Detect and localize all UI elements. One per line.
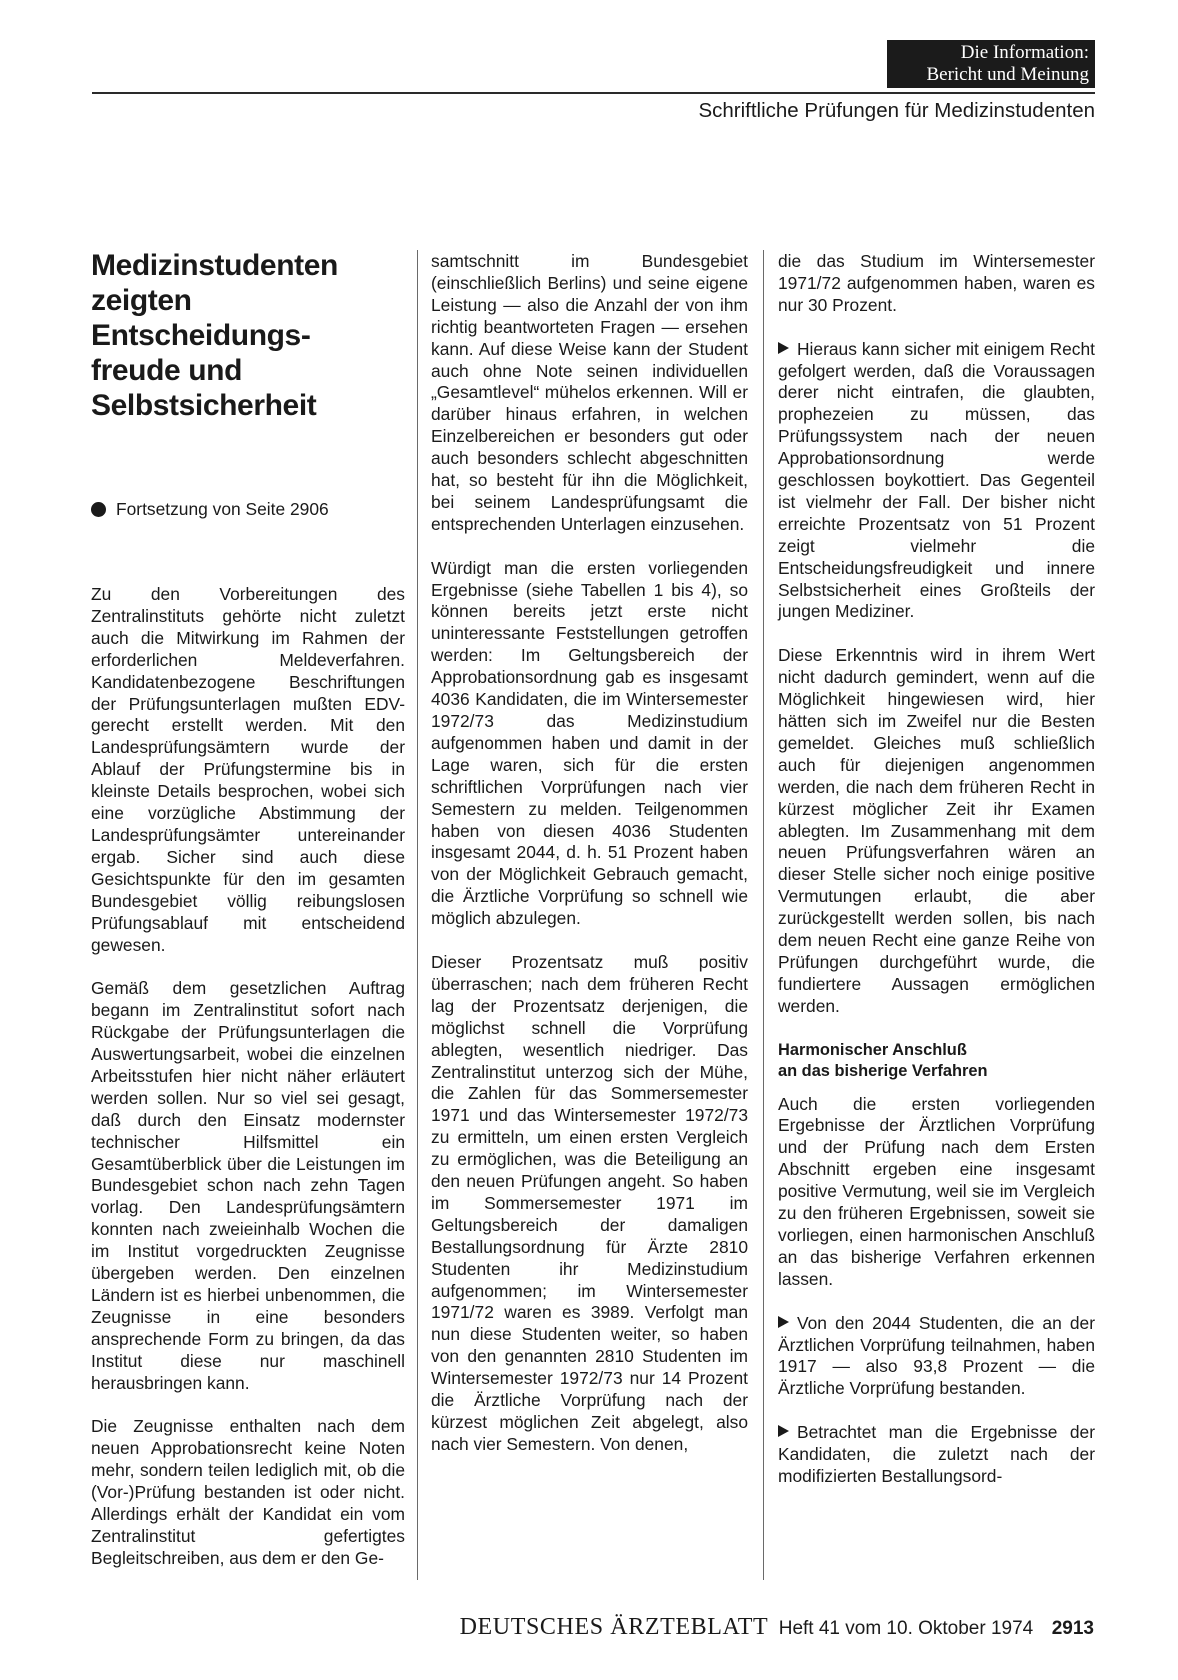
paragraph-arrow (778, 339, 1095, 624)
headline-line: zeigten Entscheidungs- (91, 284, 311, 352)
column-3 (778, 251, 1095, 1510)
paragraph: samtschnitt im Bundesgebiet (einschließlich Berlins) und seine eigene Leistung — also die Anzahl der von ihm richtig beantworteten Fragen — ersehen kann. Auf diese Weise kann der Student auch ohne Note seinen individuellen „Gesamtlevel“ mühelos erkennen. Will er darüber hinaus erfahren, in welchen Einzelbereichen er besonders gut oder auch besonders schlecht abgeschnitten hat, so besteht für ihn die Möglichkeit, bei seinem Landesprüfungsamt die entsprechenden Unterlagen einzusehen. (431, 251, 748, 534)
paragraph-arrow (778, 1313, 1095, 1401)
paragraph: Auch die ersten vorliegenden Ergebnisse der Ärztlichen Vorprüfung und der Prüfung nach dem Ersten Abschnitt ergeben eine insgesamt positive Vermutung, weil sie im Vergleich zu den früheren Ergebnissen, soweit sie vorliegen, einen harmonischen Anschluß an das bisherige Verfahren erkennen lassen. (778, 1093, 1095, 1289)
journal-name: DEUTSCHES ÄRZTEBLATT (459, 1614, 769, 1640)
paragraph: Zu den Vorbereitungen des Zentralinstituts gehörte nicht zuletzt auch die Mitwirkung im Rahmen der erforderlichen Meldeverfahren. Kandidatenbezogene Beschriftungen der Prüfungsunterlagen mußten EDV-gerecht erstellt werden. Mit den Landesprüfungsämtern wurde der Ablauf der Prüfungstermine bis in kleinste Details besprochen, wobei sich eine vorzügliche Abstimmung der Landesprüfungsämter untereinander ergab. Sicher sind auch diese Gesichtspunkte für den im gesamten Bundesgebiet völlig reibungslosen Prüfungsablauf mit entscheidend gewesen. (91, 584, 405, 955)
badge-line-1: Die Information: (960, 42, 1089, 63)
subheading (778, 1040, 1095, 1082)
headline-line: freude und (91, 354, 242, 387)
bullet-dot-icon (91, 502, 106, 517)
running-head: Schriftliche Prüfungen für Medizinstudenten (698, 99, 1095, 122)
header-rule (92, 92, 1095, 94)
column-1 (91, 248, 405, 1592)
triangle-arrow-icon (778, 1316, 789, 1328)
column-2 (431, 251, 748, 1478)
triangle-arrow-icon (778, 1425, 789, 1437)
subheading-line: Harmonischer Anschluß (778, 1040, 967, 1059)
subheading-line: an das bisherige Verfahren (778, 1061, 988, 1080)
paragraph-text: Von den 2044 Studenten, die an der Ärztlichen Vorprüfung teilnahmen, haben 1917 — also 93,8 Prozent — die Ärztliche Vorprüfung bestanden. (778, 1312, 1095, 1399)
section-badge (887, 40, 1095, 88)
column-divider-1 (417, 250, 418, 1580)
paragraph: Diese Erkenntnis wird in ihrem Wert nicht dadurch gemindert, wenn auf die Möglichkeit hingewiesen wird, hier hätten sich im Zweifel nur die Besten gemeldet. Gleiches muß schließlich auch für diejenigen angenommen werden, die nach dem früheren Recht in kürzest möglicher Zeit ihr Examen ablegten. Im Zusammenhang mit dem neuen Prüfungsverfahren wären an dieser Stelle sicher noch einige positive Vermutungen erlaubt, die aber zurückgestellt werden sollen, bis nach dem neuen Recht eine ganze Reihe von Prüfungen durchgeführt wurde, die fundiertere Aussagen ermöglichen werden. (778, 645, 1095, 1016)
paragraph: Würdigt man die ersten vorliegenden Ergebnisse (siehe Tabellen 1 bis 4), so können bereits jetzt erste nicht uninteressante Feststellungen getroffen werden: Im Geltungsbereich der Approbationsordnung gab es insgesamt 4036 Kandidaten, die im Wintersemester 1972/73 das Medizinstudium aufgenommen haben und damit in der Lage waren, sich für die ersten schriftlichen Vorprüfungen nach vier Semestern zu melden. Teilgenommen haben von diesen 4036 Studenten insgesamt 2044, d. h. 51 Prozent haben von der Möglichkeit Gebrauch gemacht, die Ärztliche Vorprüfung so schnell wie möglich abzulegen. (431, 557, 748, 929)
paragraph-text: Hieraus kann sicher mit einigem Recht gefolgert werden, daß die Voraussagen derer nicht eintrafen, die glaubten, prophezeien zu müssen, das Prüfungssystem nach der neuen Approbationsordnung werde geschlossen boykottiert. Das Gegenteil ist vielmehr der Fall. Der bisher nicht erreichte Prozentsatz von 51 Prozent zeigt vielmehr die Entscheidungsfreudigkeit und innere Selbstsicherheit eines Großteils der jungen Mediziner. (778, 338, 1095, 622)
paragraph: Dieser Prozentsatz muß positiv überraschen; nach dem früheren Recht lag der Prozentsatz derjenigen, die möglichst schnell die Vorprüfung ablegten, wesentlich niedriger. Das Zentralinstitut unterzog sich der Mühe, die Zahlen für das Sommersemester 1971 und das Wintersemester 1972/73 zu ermitteln, um einen ersten Vergleich zu ermöglichen, was die Beteiligung an den neuen Prüfungen angeht. So haben im Sommersemester 1971 im Geltungsbereich der damaligen Bestallungsordnung für Ärzte 2810 Studenten ihr Medizinstudium aufgenommen; im Wintersemester 1971/72 waren es 3989. Verfolgt man nun diese Studenten weiter, so haben von den genannten 2810 Studenten im Wintersemester 1972/73 nur 14 Prozent die Ärztliche Vorprüfung nach der kürzest möglichen Zeit abgelegt, also nach vier Semestern. Von denen, (431, 951, 748, 1454)
continuation-note (91, 498, 405, 520)
paragraph: Gemäß dem gesetzlichen Auftrag begann im Zentralinstitut sofort nach Rückgabe der Prüfungsunterlagen die Auswertungsarbeit, wobei die einzelnen Arbeitsstufen hier nicht näher erläutert werden sollen. Nur so viel sei gesagt, daß durch den Einsatz modernster technischer Hilfsmittel ein Gesamtüberblick über die Leistungen im Bundesgebiet schon nach zehn Tagen vorlag. Den Landesprüfungsämtern konnten nach zweieinhalb Wochen die im Institut vorgedruckten Zeugnisse übergeben werden. Den einzelnen Ländern ist es hierbei unbenommen, die Zeugnisse in eine besonders ansprechende Form zu bringen, da das Institut diese nur maschinell herausbringen kann. (91, 978, 405, 1393)
triangle-arrow-icon (778, 342, 789, 354)
issue-info: Heft 41 vom 10. Oktober 1974 (778, 1618, 1034, 1639)
page-footer (440, 1614, 1094, 1641)
headline-line: Medizinstudenten (91, 249, 338, 282)
headline-line: Selbstsicherheit (91, 389, 317, 422)
paragraph-arrow (778, 1422, 1095, 1488)
article-headline (91, 248, 405, 423)
page-number: 2913 (1051, 1618, 1094, 1639)
badge-line-2: Bericht und Meinung (926, 64, 1089, 85)
continuation-text: Fortsetzung von Seite 2906 (116, 499, 329, 519)
column-divider-2 (763, 250, 764, 1580)
paragraph: die das Studium im Wintersemester 1971/72 aufgenommen haben, waren es nur 30 Prozent. (778, 251, 1095, 315)
paragraph-text: Betrachtet man die Ergebnisse der Kandidaten, die zuletzt nach der modifizierten Bestallungsord- (778, 1422, 1095, 1486)
paragraph: Die Zeugnisse enthalten nach dem neuen Approbationsrecht keine Noten mehr, sondern teilen lediglich mit, ob die (Vor-)Prüfung bestanden ist oder nicht. Allerdings erhält der Kandidat ein vom Zentralinstitut gefertigtes Begleitschreiben, aus dem er den Ge- (91, 1416, 405, 1568)
